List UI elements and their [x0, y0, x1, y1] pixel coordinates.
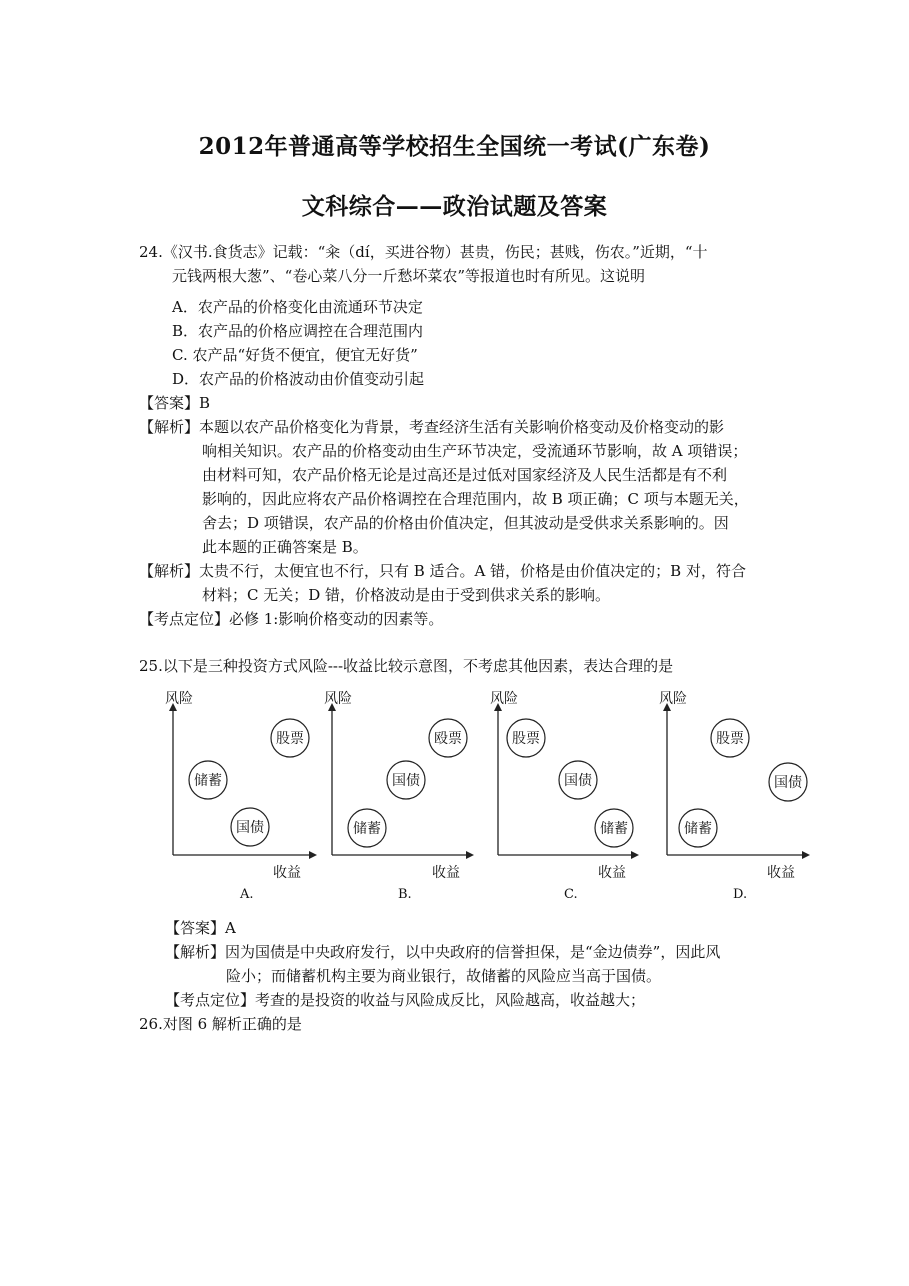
y-axis-label: 风险: [490, 691, 518, 707]
caption-a: A.: [240, 887, 254, 902]
q25-point: 【考点定位】考查的是投资的收益与风险成反比，风险越高，收益越大；: [165, 991, 646, 1009]
x-axis-label: 收益: [273, 865, 301, 881]
q24-option-a: A．农产品的价格变化由流通环节决定: [172, 298, 423, 316]
y-axis-label: 风险: [324, 691, 352, 707]
diagram-b: [324, 691, 472, 902]
q24-option-d: D．农产品的价格波动由价值变动引起: [172, 370, 425, 388]
diagram-d: [659, 691, 808, 902]
q24-analysis2-line1: 【解析】太贵不行，太便宜也不行，只有 B 适合。A 错，价格是由价值决定的；B 对，符合: [139, 562, 746, 580]
q24-analysis1-line1: 【解析】本题以农产品价格变化为背景，考查经济生活有关影响价格变动及价格变动的影: [139, 418, 725, 436]
label-stocks: 殴票: [434, 731, 462, 747]
page-title: 2012年普通高等学校招生全国统一考试(广东卷): [198, 133, 711, 160]
risk-return-diagrams: [160, 683, 820, 907]
caption-c: C.: [564, 887, 578, 902]
q24-analysis2-line2: 材料；C 无关；D 错，价格波动是由于受到供求关系的影响。: [202, 586, 611, 604]
page-subtitle: 文科综合——政治试题及答案: [301, 193, 608, 220]
label-bonds: 国债: [236, 820, 264, 836]
q24-analysis1-line3: 由材料可知，农产品价格无论是过高还是过低对国家经济及人民生活都是有不利: [202, 466, 728, 484]
q25-analysis-line1: 【解析】因为国债是中央政府发行，以中央政府的信誉担保，是“金边债券”，因此风: [165, 943, 721, 961]
caption-d: D.: [733, 887, 748, 902]
label-savings: 储蓄: [194, 773, 222, 789]
q25-stem: 25.以下是三种投资方式风险---收益比较示意图，不考虑其他因素，表达合理的是: [139, 657, 674, 675]
label-stocks: 股票: [512, 731, 540, 747]
q24-option-b: B．农产品的价格应调控在合理范围内: [172, 322, 424, 340]
x-axis-label: 收益: [432, 865, 460, 881]
label-savings: 储蓄: [353, 821, 381, 837]
q24-stem-line2: 元钱两根大葱”、“卷心菜八分一斤愁坏菜农”等报道也时有所见。这说明: [172, 267, 646, 285]
q24-analysis1-line5: 舍去；D 项错误，农产品的价格由价值决定，但其波动是受供求关系影响的。因: [202, 514, 729, 532]
q25-analysis-line2: 险小；而储蓄机构主要为商业银行，故储蓄的风险应当高于国债。: [226, 967, 662, 985]
x-axis-label: 收益: [598, 865, 626, 881]
q24-point: 【考点定位】必修 1:影响价格变动的因素等。: [139, 610, 444, 628]
label-bonds: 国债: [392, 773, 420, 789]
diagram-a: [165, 691, 315, 902]
label-bonds: 国债: [774, 775, 802, 791]
label-stocks: 股票: [276, 731, 304, 747]
label-stocks: 股票: [716, 731, 744, 747]
q24-option-c: C. 农产品“好货不便宜，便宜无好货”: [172, 346, 418, 364]
q26-stem: 26.对图 6 解析正确的是: [139, 1015, 302, 1033]
diagram-c: [490, 691, 637, 902]
q24-answer: 【答案】B: [139, 394, 211, 412]
q24-analysis1-line2: 响相关知识。农产品的价格变动由生产环节决定，受流通环节影响，故 A 项错误；: [202, 442, 748, 460]
q24-analysis1-line6: 此本题的正确答案是 B。: [202, 538, 368, 556]
x-axis-label: 收益: [767, 865, 795, 881]
label-savings: 储蓄: [684, 821, 712, 837]
label-bonds: 国债: [564, 773, 592, 789]
q24-analysis1-line4: 影响的，因此应将农产品价格调控在合理范围内，故 B 项正确；C 项与本题无关，: [202, 490, 749, 508]
q24-stem-line1: 24.《汉书.食货志》记载：“籴（dí，买进谷物）甚贵，伤民；甚贱，伤农。”近期，“十: [139, 243, 708, 261]
y-axis-label: 风险: [165, 691, 193, 707]
y-axis-label: 风险: [659, 691, 687, 707]
caption-b: B.: [398, 887, 412, 902]
label-savings: 储蓄: [600, 821, 628, 837]
q25-answer: 【答案】A: [165, 919, 236, 937]
